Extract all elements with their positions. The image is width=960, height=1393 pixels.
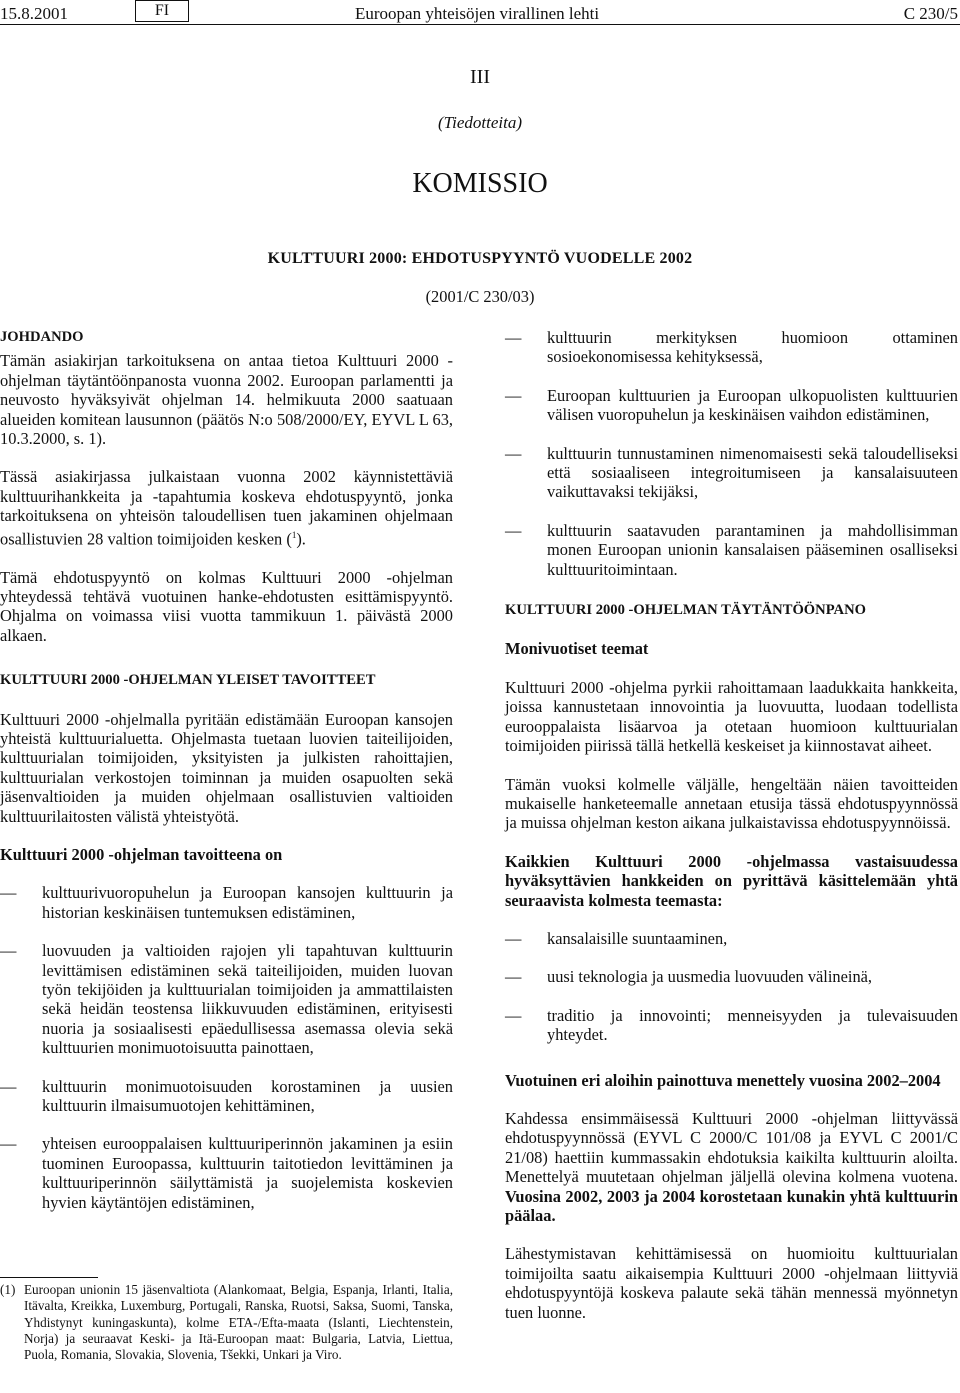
list-item: — kulttuurivuoropuhelun ja Euroopan kansojen kulttuurin ja historian keskinäisen tuntemuksen edistäminen, bbox=[0, 883, 453, 922]
list-item: — yhteisen eurooppalaisen kulttuuriperinnön jakaminen ja esiin tuominen Euroopassa, kulttuurin taitotiedon levittäminen ja kulttuuriperinnön säilyttämistä ja suojelemista koskevien hyvien käytäntöjen edistäminen, bbox=[0, 1134, 453, 1212]
aims-heading: Kulttuuri 2000 -ohjelman tavoitteena on bbox=[0, 845, 283, 864]
footnote-mark: (1) bbox=[0, 1282, 16, 1297]
intro-heading: JOHDANDO bbox=[0, 329, 84, 345]
header-rule bbox=[0, 24, 960, 25]
institution-title: KOMISSIO bbox=[412, 168, 548, 199]
right-column bbox=[505, 328, 958, 1341]
implementation-heading: KULTTUURI 2000 -OHJELMAN TÄYTÄNTÖÖNPANO bbox=[505, 602, 866, 619]
list-item: — kulttuurin saatavuden parantaminen ja mahdollisimman monen Euroopan unionin kansalaisen pääseminen osalliseksi kulttuuritoimintaan. bbox=[505, 520, 958, 579]
document-title: KULTTUURI 2000: EHDOTUSPYYNTÖ VUODELLE 2002 bbox=[267, 250, 693, 267]
list-item: — kulttuurin merkityksen huomioon ottaminen sosioekonomisessa kehityksessä, bbox=[505, 328, 958, 367]
intro-paragraph-2: Tässä asiakirjassa julkaistaan vuonna 2002 käynnistettäviä kulttuurihankkeita ja -tapahtumia koskeva ehdotuspyyntö, jonka tarkoituksena on yhteisön taloudellisen tuen jakaminen ohjelmaan osallistuvien 28 valtion toimijoiden kesken ($^1$). bbox=[0, 467, 453, 549]
section-subtitle: (Tiedotteita) bbox=[437, 113, 523, 132]
left-column bbox=[0, 328, 453, 1231]
footnote bbox=[0, 1282, 453, 1363]
multi-year-paragraph-1: Kulttuuri 2000 -ohjelma pyrkii rahoittamaan laadukkaita hankkeita, joissa kannustetaan innovointia ja luovuutta, luodaan todellista eurooppalaista lisäarvoa ja otetaan huomioon kulttuurialan toimijoiden piirissä tällä hetkellä keskeiset ja kiinnostavat aiheet. bbox=[505, 677, 958, 756]
list-item: — kansalaisille suuntaaminen, bbox=[505, 928, 728, 948]
list-item: — traditio ja innovointi; menneisyyden ja tulevaisuuden yhteydet. bbox=[505, 1005, 958, 1045]
header-date: 15.8.2001 bbox=[0, 4, 68, 23]
list-item: — uusi teknologia ja uusmedia luovuuden välineinä, bbox=[505, 967, 873, 987]
list-item: — kulttuurin monimuotoisuuden korostaminen ja uusien kulttuurin ilmaisumuotojen kehittäminen, bbox=[0, 1076, 453, 1116]
footnote-ref[interactable]: 1 bbox=[291, 529, 297, 540]
list-item: — kulttuurin tunnustaminen nimenomaisesti sekä taloudelliseksi että sosiaaliseen integroitumiseen ja kansalaisuuteen vaikuttavaksi tekijäksi, bbox=[505, 443, 958, 502]
intro-paragraph-3: Tämä ehdotuspyyntö on kolmas Kulttuuri 2000 -ohjelman yhteydessä tehtävä vuotuinen hanke-ehdotusten esittämispyyntö. Ohjalma on voimassa viisi vuotta tammikuun 1. päivästä 2000 alkaen. bbox=[0, 567, 453, 645]
footnote-rule bbox=[0, 1277, 98, 1278]
annual-heading: Vuotuinen eri aloihin painottuva menettely vuosina 2002–2004 bbox=[505, 1070, 941, 1090]
themes-heading: Kaikkien Kulttuuri 2000 -ohjelmassa vastaisuudessa hyväksyttävien hankkeiden on pyrittävä käsittelemään yhtä seuraavista kolmesta teemasta: bbox=[505, 851, 958, 910]
language-box: FI bbox=[135, 0, 189, 22]
multi-year-paragraph-2: Tämän vuoksi kolmelle väljälle, hengeltään näien tavoitteiden mukaiselle hanketeemalle annetaan etusija tässä ehdotuspyynnössä ja muissa ohjelman keston aikana julkaistavissa ehdotuspyynnöissä. bbox=[505, 774, 958, 833]
list-item: — luovuuden ja valtioiden rajojen yli tapahtuvan kulttuurin levittämisen edistäminen sekä taiteilijoiden, muiden luovan työn tekijöiden ja kulttuurialan toimijoiden ja ammattilaisten sekä heidän teostensa liikkuvuuden edistäminen, erityisesti nuoria ja sosiaalisesti epäedullisessa asemassa olevia sekä kulttuurien monimuotoisuutta painottaen, bbox=[0, 941, 453, 1058]
document-ref: (2001/C 230/03) bbox=[425, 287, 535, 306]
multi-year-heading: Monivuotiset teemat bbox=[505, 639, 649, 659]
journal-name: Euroopan yhteisöjen virallinen lehti bbox=[355, 4, 600, 23]
annual-paragraph-1: Kahdessa ensimmäisessä Kulttuuri 2000 -ohjelman liittyvässä ehdotuspyynnössä (EYVL C 2000/C 101/08 ja EYVL C 2001/C 21/08) haettiin kummassakin ehdotuksia kaikilta kulttuurin aloilta. Menettelyä muutetaan ohjelman jäljellä olevina kolmena vuotena. Vuosina 2002, 2003 ja 2004 korostetaan kunakin yhtä kulttuurin päälaa. bbox=[505, 1108, 958, 1225]
part-number: III bbox=[470, 66, 490, 88]
list-item: — Euroopan kulttuurien ja Euroopan ulkopuolisten kulttuurien välisen vuoropuhelun ja keskinäisen vaihdon edistäminen, bbox=[505, 385, 958, 425]
intro-paragraph-1: Tämän asiakirjan tarkoituksena on antaa tietoa Kulttuuri 2000 -ohjelman täytäntöönpanosta vuonna 2002. Euroopan parlamentti ja neuvosto hyväksyivät ohjelman 14. helmikuuta 2000 saatuaan alueiden komitean lausunnon (päätös N:o 508/2000/EY, EYVL L 63, 10.3.2000, s. 1). bbox=[0, 351, 453, 449]
footnote-text: Euroopan unionin 15 jäsenvaltiota (Alankomaat, Belgia, Espanja, Irlanti, Italia, Itävalta, Kreikka, Luxemburg, Portugali, Ranska, Ruotsi, Saksa, Suomi, Tanska, Yhdistynyt kuningaskunta), kolme ETA-/Efta-maata (Islanti, Liechtenstein, Norja) ja seuraavat Keski- ja Itä-Euroopan maat: Bulgaria, Latvia, Liettua, Puola, Romania, Slovakia, Slovenia, Tšekki, Unkari ja Viro. bbox=[24, 1282, 453, 1363]
page-header bbox=[0, 0, 960, 24]
goals-paragraph: Kulttuuri 2000 -ohjelmalla pyritään edistämään Euroopan kansojen yhteistä kulttuurialuetta. Ohjelmasta tuetaan luovien taiteilijoiden, kulttuurialan toimijoiden, yksityisten ja julkisten rahoittajien, kulttuurialan verkostojen toiminnan ja muiden osapuolten sekä jäsenvaltioiden ja muiden ohjelmaan osallistuvien valtioiden kulttuurilaitosten välistä yhteistyötä. bbox=[0, 709, 453, 826]
annual-paragraph-2: Lähestymistavan kehittämisessä on huomioitu kulttuurialan toimijoilta saatu aikaisempia Kulttuuri 2000 -ohjelmaan liittyviä ehdotuspyyntöjä koskeva palaute sekä tähän mennessä myönnetyn tuen luonne. bbox=[505, 1244, 958, 1322]
journal-ref: C 230/5 bbox=[903, 4, 958, 23]
goals-heading: KULTTUURI 2000 -OHJELMAN YLEISET TAVOITTEET bbox=[0, 672, 376, 689]
